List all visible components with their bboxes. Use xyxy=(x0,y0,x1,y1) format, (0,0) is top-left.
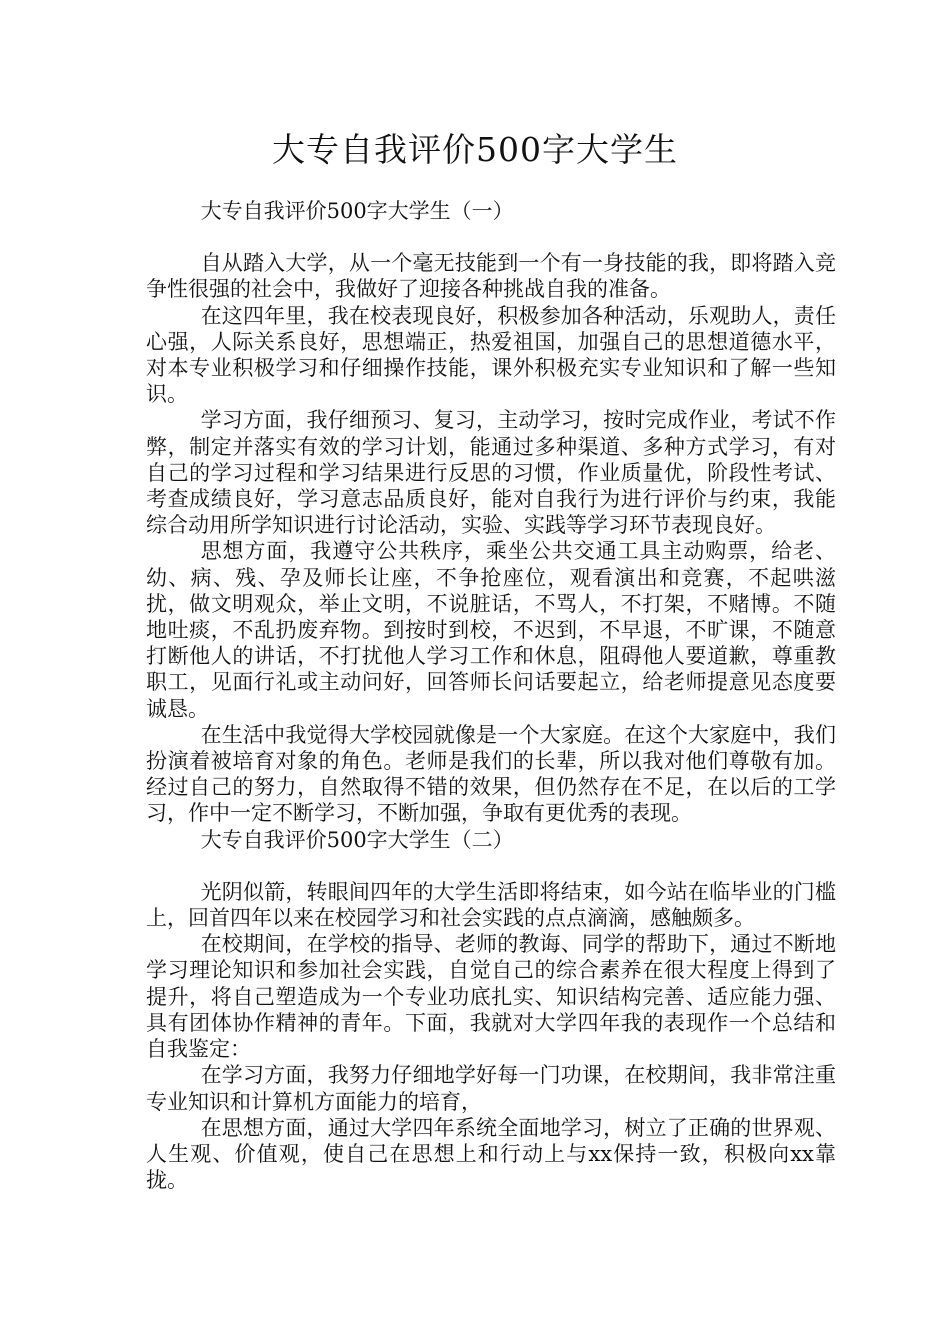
paragraph: 在学习方面，我努力仔细地学好每一门功课，在校期间，我非常注重专业知识和计算机方面能力的培育， xyxy=(146,1063,836,1114)
paragraph: 自从踏入大学，从一个毫无技能到一个有一身技能的我，即将踏入竞争性很强的社会中，我做好了迎接各种挑战自我的准备。 xyxy=(146,251,836,302)
section-heading-2: 大专自我评价500字大学生（二） xyxy=(200,827,514,852)
paragraph: 在校期间，在学校的指导、老师的教诲、同学的帮助下，通过不断地学习理论知识和参加社会实践，自觉自己的综合素养在很大程度上得到了提升，将自己塑造成为一个专业功底扎实、知识结构完善、适应能力强、具有团体协作精神的青年。下面，我就对大学四年我的表现作一个总结和自我鉴定： xyxy=(146,932,836,1062)
document-body xyxy=(146,198,836,1193)
paragraph: 思想方面，我遵守公共秩序，乘坐公共交通工具主动购票，给老、幼、病、残、孕及师长让座，不争抢座位，观看演出和竞赛，不起哄滋扰，做文明观众，举止文明，不说脏话，不骂人，不打架，不赌博。不随地吐痰，不乱扔废弃物。到按时到校，不迟到，不早退，不旷课，不随意打断他人的讲话，不打扰他人学习工作和休息，阻碍他人要道歉，尊重教职工，见面行礼或主动问好，回答师长问话要起立，给老师提意见态度要诚恳。 xyxy=(146,539,836,721)
paragraph: 在生活中我觉得大学校园就像是一个大家庭。在这个大家庭中，我们扮演着被培育对象的角色。老师是我们的长辈，所以我对他们尊敬有加。经过自己的努力，自然取得不错的效果，但仍然存在不足，在以后的工学习，作中一定不断学习，不断加强，争取有更优秀的表现。 xyxy=(146,722,836,826)
document-title: 大专自我评价500字大学生 xyxy=(272,130,678,169)
paragraph: 光阴似箭，转眼间四年的大学生活即将结束，如今站在临毕业的门槛上，回首四年以来在校园学习和社会实践的点点滴滴，感触颇多。 xyxy=(146,879,836,931)
paragraph: 在这四年里，我在校表现良好，积极参加各种活动，乐观助人，责任心强，人际关系良好，思想端正，热爱祖国，加强自己的思想道德水平，对本专业积极学习和仔细操作技能，课外积极充实专业知识和了解一些知识。 xyxy=(146,303,836,407)
section-heading-1: 大专自我评价500字大学生（一） xyxy=(200,199,514,223)
paragraph: 在思想方面，通过大学四年系统全面地学习，树立了正确的世界观、人生观、价值观，使自己在思想上和行动上与xx保持一致，积极向xx靠拢。 xyxy=(146,1115,836,1193)
paragraph: 学习方面，我仔细预习、复习，主动学习，按时完成作业，考试不作弊，制定并落实有效的学习计划，能通过多种渠道、多种方式学习，有对自己的学习过程和学习结果进行反思的习惯，作业质量优，阶段性考试、考查成绩良好，学习意志品质良好，能对自我行为进行评价与约束，我能综合动用所学知识进行讨论活动，实验、实践等学习环节表现良好。 xyxy=(146,408,836,538)
